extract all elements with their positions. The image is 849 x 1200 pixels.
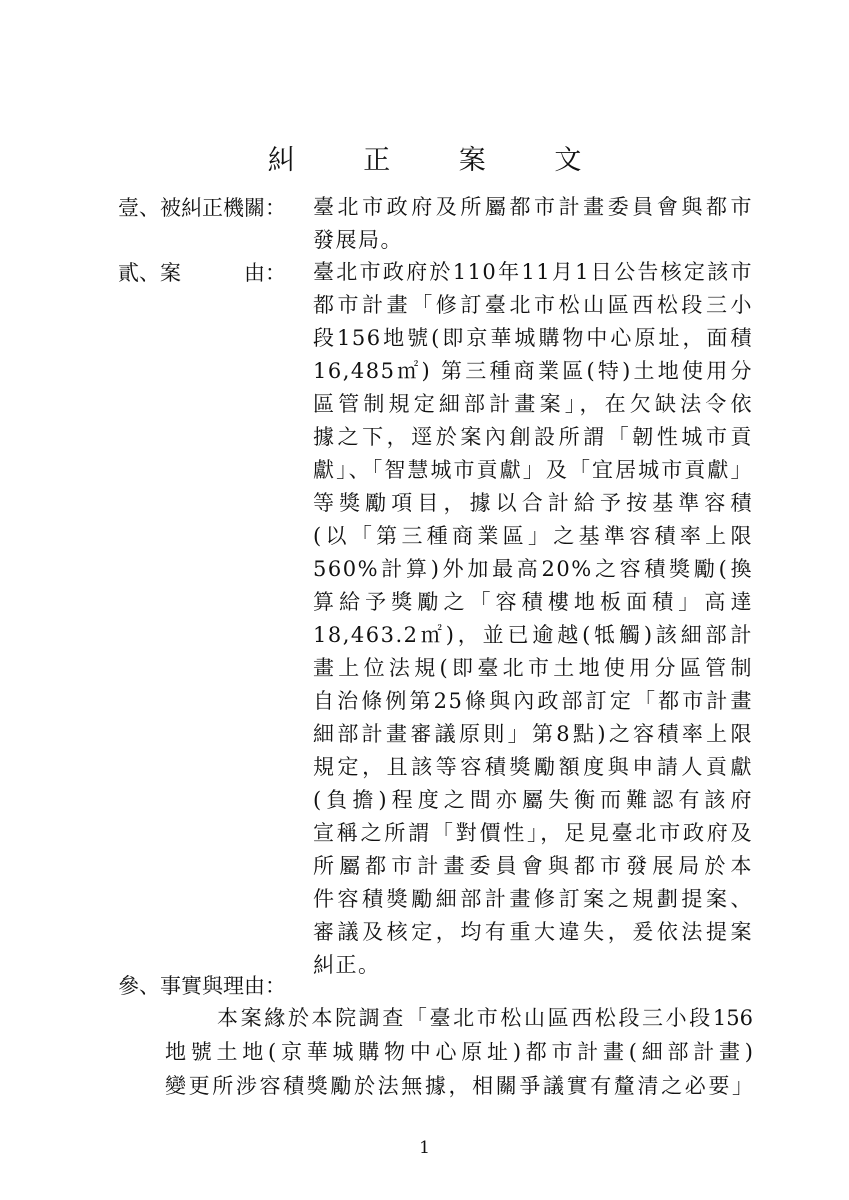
section-2-line: 段156地號(即京華城購物中心原址，面積 [313, 326, 753, 350]
section-1-line: 臺北市政府及所屬都市計畫委員會與都市 [313, 195, 753, 219]
section-2-line: 件容積獎勵細部計畫修訂案之規劃提案、 [313, 887, 753, 911]
section-3-line: 地號土地(京華城購物中心原址)都市計畫(細部計畫) [165, 1040, 753, 1064]
section-1-line: 發展局。 [313, 228, 403, 252]
section-3-body [165, 1001, 753, 1103]
section-2-line: 審議及核定，均有重大違失，爰依法提案 [313, 920, 753, 944]
section-2-line: 560%計算)外加最高20%之容積獎勵(換 [313, 557, 753, 581]
section-2-line: 畫上位法規(即臺北市土地使用分區管制 [313, 656, 753, 680]
section-2-line: 糾正。 [313, 953, 381, 977]
section-1-label: 壹、被糾正機關： [118, 196, 286, 220]
section-2-line: 18,463.2㎡)，並已逾越(牴觸)該細部計 [313, 623, 753, 647]
section-2-body [313, 256, 753, 982]
section-3-line: 變更所涉容積獎勵於法無據，相關爭議實有釐清之必要」 [165, 1074, 753, 1098]
section-3-label: 參、事實與理由： [118, 974, 286, 998]
section-2-line: (以「第三種商業區」之基準容積率上限 [313, 524, 753, 548]
section-2-line: 據之下，逕於案內創設所謂「韌性城市貢 [313, 425, 753, 449]
section-2-line: 16,485㎡) 第三種商業區(特)土地使用分 [313, 359, 753, 383]
page-number: 1 [419, 1138, 430, 1158]
section-1-body [313, 191, 753, 257]
section-2-line: 規定，且該等容積獎勵額度與申請人貢獻 [313, 755, 753, 779]
section-2-line: 都市計畫「修訂臺北市松山區西松段三小 [313, 293, 753, 317]
section-3-line: 本案緣於本院調查「臺北市松山區西松段三小段156 [217, 1006, 753, 1030]
section-2-line: 區管制規定細部計畫案」，在欠缺法令依 [313, 392, 753, 416]
section-2-line: 細部計畫審議原則」第8點)之容積率上限 [313, 722, 753, 746]
section-2-line: 所屬都市計畫委員會與都市發展局於本 [313, 854, 753, 878]
section-2-line: 臺北市政府於110年11月1日公告核定該市 [313, 260, 753, 284]
document-title: 糾 正 案 文 [267, 145, 612, 176]
section-2-line: (負擔)程度之間亦屬失衡而難認有該府 [313, 788, 753, 812]
section-2-line: 獻」、「智慧城市貢獻」及「宜居城市貢獻」 [313, 458, 753, 482]
section-2-line: 算給予獎勵之「容積樓地板面積」高達 [313, 590, 753, 614]
section-2-line: 宣稱之所謂「對價性」，足見臺北市政府及 [313, 821, 753, 845]
section-2-line: 等獎勵項目，據以合計給予按基準容積 [313, 491, 753, 515]
section-2-label: 貳、案 由： [118, 261, 286, 285]
section-2-line: 自治條例第25條與內政部訂定「都市計畫 [313, 689, 753, 713]
